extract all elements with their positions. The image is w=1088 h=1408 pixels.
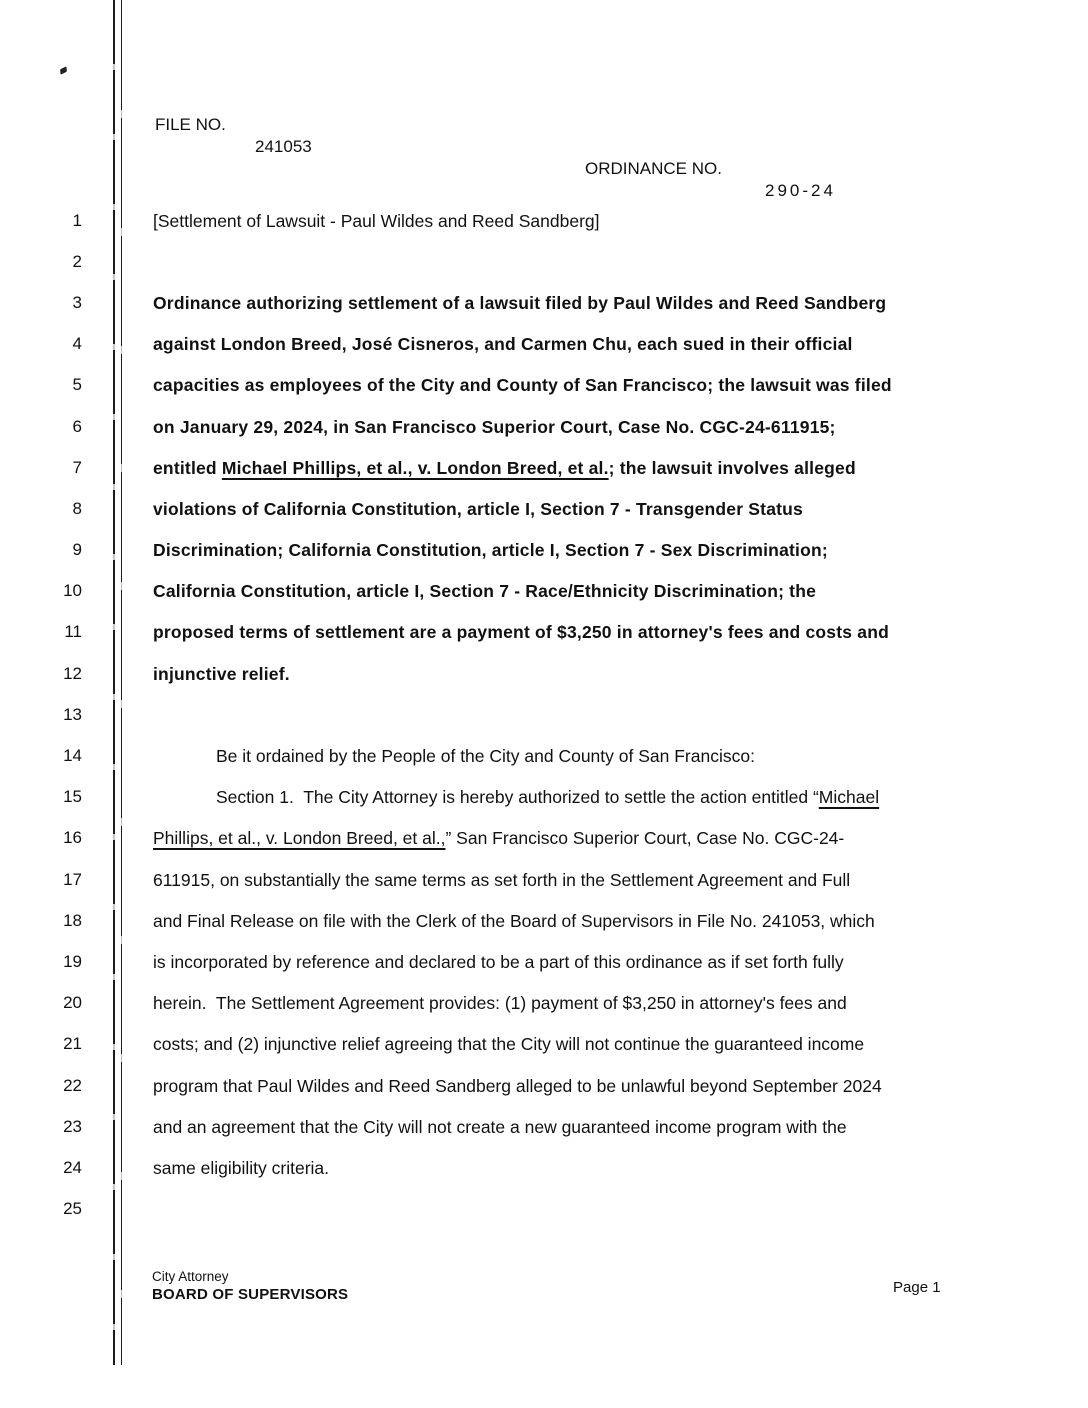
line-text: same eligibility criteria. bbox=[153, 1157, 330, 1178]
line-text: Ordinance authorizing settlement of a lawsuit filed by Paul Wildes and Reed Sandberg bbox=[153, 292, 887, 313]
line-number: 1 bbox=[72, 210, 82, 230]
pleading-line-row bbox=[0, 900, 1088, 941]
document-header bbox=[0, 92, 1088, 200]
pleading-line-row bbox=[0, 694, 1088, 735]
pleading-lines bbox=[0, 200, 1088, 1230]
line-number: 23 bbox=[63, 1116, 82, 1136]
line-text: is incorporated by reference and declared to be a part of this ordinance as if set forth fully bbox=[153, 951, 844, 972]
line-number: 15 bbox=[63, 787, 82, 807]
line-number: 12 bbox=[63, 663, 82, 683]
pleading-line-row bbox=[0, 653, 1088, 694]
line-number: 17 bbox=[63, 869, 82, 889]
pleading-line-row bbox=[0, 818, 1088, 859]
line-text: on January 29, 2024, in San Francisco Superior Court, Case No. CGC-24-611915; bbox=[153, 416, 836, 437]
line-number: 5 bbox=[72, 375, 82, 395]
line-text: herein. The Settlement Agreement provides: (1) payment of $3,250 in attorney's fees and bbox=[153, 993, 847, 1014]
pleading-line-row bbox=[0, 200, 1088, 241]
line-text: and an agreement that the City will not create a new guaranteed income program with the bbox=[153, 1116, 847, 1137]
pleading-line-row bbox=[0, 282, 1088, 323]
line-text: [Settlement of Lawsuit - Paul Wildes and Reed Sandberg] bbox=[153, 210, 600, 231]
line-number: 2 bbox=[72, 251, 82, 271]
footer-city-attorney: City Attorney bbox=[152, 1269, 229, 1284]
line-text: Be it ordained by the People of the City and County of San Francisco: bbox=[216, 746, 755, 767]
pleading-line-row bbox=[0, 324, 1088, 365]
pleading-line-row bbox=[0, 1189, 1088, 1230]
pleading-line-row bbox=[0, 1147, 1088, 1188]
line-number: 9 bbox=[72, 540, 82, 560]
pleading-line-row bbox=[0, 859, 1088, 900]
pleading-line-row bbox=[0, 777, 1088, 818]
pleading-line-row bbox=[0, 488, 1088, 529]
pleading-line-row bbox=[0, 365, 1088, 406]
pleading-line-row bbox=[0, 1106, 1088, 1147]
line-number: 8 bbox=[72, 498, 82, 518]
line-number: 16 bbox=[63, 828, 82, 848]
line-text: against London Breed, José Cisneros, and Carmen Chu, each sued in their official bbox=[153, 334, 853, 355]
scan-artifact bbox=[60, 66, 67, 74]
pleading-line-row bbox=[0, 241, 1088, 282]
line-text: Discrimination; California Constitution, article I, Section 7 - Sex Discrimination; bbox=[153, 540, 828, 561]
file-no-value: 241053 bbox=[255, 137, 312, 156]
pleading-line-row bbox=[0, 447, 1088, 488]
pleading-line-row bbox=[0, 571, 1088, 612]
pleading-line-row bbox=[0, 941, 1088, 982]
line-number: 25 bbox=[63, 1199, 82, 1219]
pleading-line-row bbox=[0, 983, 1088, 1024]
line-text: California Constitution, article I, Section 7 - Race/Ethnicity Discrimination; the bbox=[153, 581, 817, 602]
line-number: 22 bbox=[63, 1075, 82, 1095]
line-number: 10 bbox=[63, 581, 82, 601]
pleading-line-row bbox=[0, 530, 1088, 571]
line-text: and Final Release on file with the Clerk of the Board of Supervisors in File No. 241053, which bbox=[153, 910, 875, 931]
line-text: violations of California Constitution, article I, Section 7 - Transgender Status bbox=[153, 498, 803, 519]
line-number: 14 bbox=[63, 746, 82, 766]
line-number: 24 bbox=[63, 1157, 82, 1177]
file-no-label: FILE NO. bbox=[155, 115, 226, 134]
ordinance-no-label: ORDINANCE NO. bbox=[585, 159, 722, 178]
pleading-line-row bbox=[0, 406, 1088, 447]
pleading-line-row bbox=[0, 612, 1088, 653]
line-text: Phillips, et al., v. London Breed, et al.,” San Francisco Superior Court, Case No. CGC-24- bbox=[153, 828, 845, 849]
pleading-line-row bbox=[0, 1024, 1088, 1065]
page-number: Page 1 bbox=[893, 1279, 941, 1296]
line-number: 18 bbox=[63, 910, 82, 930]
line-text: 611915, on substantially the same terms as set forth in the Settlement Agreement and Full bbox=[153, 869, 851, 890]
line-text: costs; and (2) injunctive relief agreeing that the City will not continue the guaranteed income bbox=[153, 1034, 865, 1055]
line-number: 7 bbox=[72, 457, 82, 477]
pleading-line-row bbox=[0, 1065, 1088, 1106]
line-number: 3 bbox=[72, 292, 82, 312]
line-number: 6 bbox=[72, 416, 82, 436]
line-text: program that Paul Wildes and Reed Sandberg alleged to be unlawful beyond September 2024 bbox=[153, 1075, 882, 1096]
line-text: injunctive relief. bbox=[153, 663, 290, 684]
line-number: 13 bbox=[63, 704, 82, 724]
line-text: capacities as employees of the City and County of San Francisco; the lawsuit was filed bbox=[153, 375, 892, 396]
line-number: 20 bbox=[63, 993, 82, 1013]
line-number: 19 bbox=[63, 951, 82, 971]
line-number: 11 bbox=[64, 622, 82, 642]
pleading-line-row bbox=[0, 735, 1088, 776]
document-footer bbox=[152, 1268, 348, 1304]
line-number: 4 bbox=[72, 334, 82, 354]
footer-board-of-supervisors: BOARD OF SUPERVISORS bbox=[152, 1286, 349, 1303]
line-text: Section 1. The City Attorney is hereby authorized to settle the action entitled “Michael bbox=[216, 787, 880, 808]
ordinance-no-value: 290-24 bbox=[765, 181, 836, 200]
line-text: proposed terms of settlement are a payment of $3,250 in attorney's fees and costs and bbox=[153, 622, 889, 643]
line-text: entitled Michael Phillips, et al., v. London Breed, et al.; the lawsuit involves alleged bbox=[153, 457, 856, 478]
line-number: 21 bbox=[63, 1034, 82, 1054]
